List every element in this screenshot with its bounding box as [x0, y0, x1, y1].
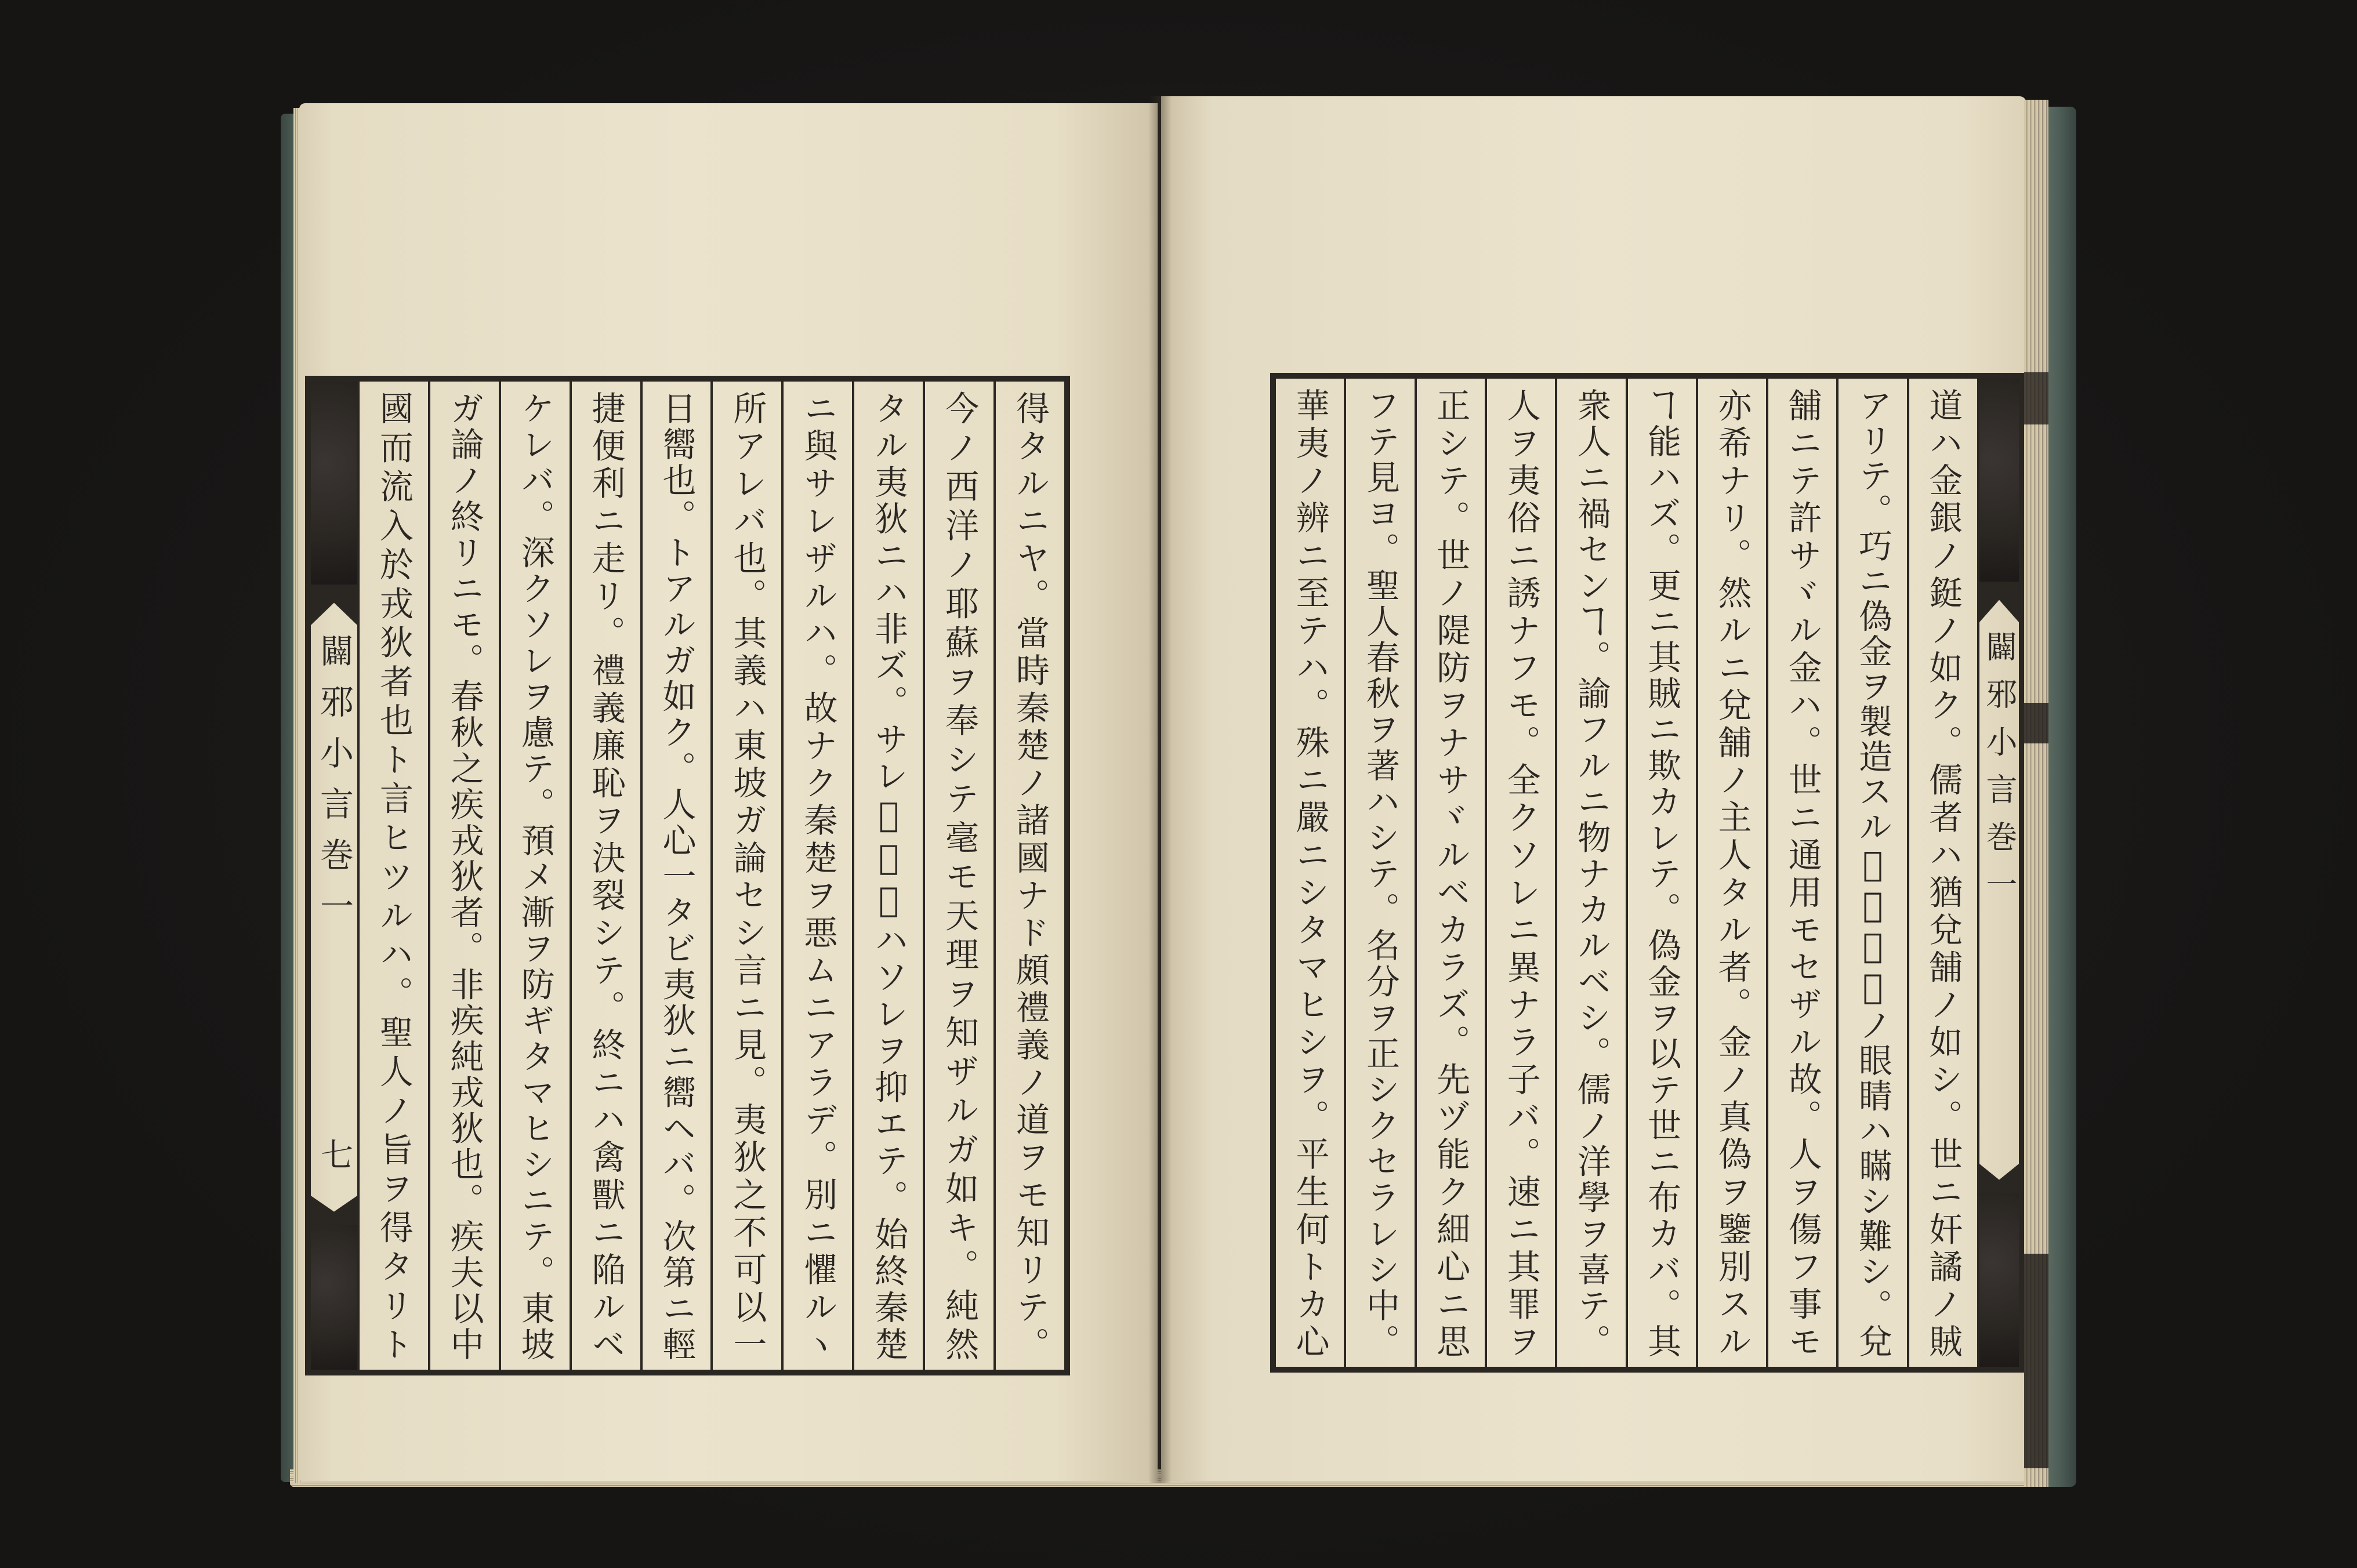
- left-page: [299, 103, 1158, 1481]
- hanshin-bottom-block: [1979, 1193, 2019, 1367]
- text-column: [640, 382, 711, 1370]
- text-column: [1907, 379, 1977, 1367]
- column-text: 今ノ西洋ノ耶蘇ヲ奉シテ毫モ天理ヲ知ザルガ如キ。純然: [940, 391, 980, 1360]
- text-column: [852, 382, 923, 1370]
- hanshin-top-block: [311, 382, 357, 585]
- page-stack-right-edge: [2024, 100, 2048, 1487]
- text-column: [1344, 379, 1414, 1367]
- text-column: [781, 382, 852, 1370]
- hanshin-bottom-block: [311, 1225, 357, 1370]
- column-text: ケレバ。深クソレヲ慮テ。預メ漸ヲ防ギタマヒシニテ。東坡: [515, 391, 555, 1360]
- text-column: [1626, 379, 1696, 1367]
- hanshin-top-block: [1979, 379, 2019, 582]
- text-column: [1836, 379, 1906, 1367]
- running-title: 闢邪小言巻一: [1981, 630, 2018, 916]
- running-title: 闢邪小言巻一: [314, 633, 354, 939]
- fishtail-ornament: [311, 1196, 357, 1225]
- text-column: [428, 382, 499, 1370]
- running-title-column: [311, 382, 357, 1370]
- fishtail-ornament: [311, 585, 357, 625]
- column-text: 華夷ノ辨ニ至テハ。殊ニ嚴ニシタマヒシヲ。平生何トカ心: [1290, 388, 1330, 1358]
- column-text: 衆人ニ禍センヿ。諭フルニ物ナカルベシ。儒ノ洋學ヲ喜テ。: [1571, 388, 1611, 1358]
- spine-gutter-shadow: [1148, 96, 1172, 1483]
- column-text: 亦希ナリ。然ルニ兌舗ノ主人タル者。金ノ真偽ヲ鑒別スル: [1712, 388, 1752, 1358]
- column-text: タル夷狄ニハ非ズ。サレ𪜈春秋ハソレヲ抑エテ。始終秦楚: [869, 391, 909, 1360]
- column-text: 捷便利ニ走リ。禮義廉恥ヲ決裂シテ。終ニハ禽獸ニ陥ルベ: [586, 391, 626, 1360]
- text-column: [1555, 379, 1625, 1367]
- text-column: [1485, 379, 1555, 1367]
- text-column: [1415, 379, 1485, 1367]
- text-column: [570, 382, 640, 1370]
- column-text: 正シテ。世ノ隄防ヲナサヾルベカラズ。先ヅ能ク細心ニ思: [1431, 388, 1471, 1358]
- column-text: 道ハ金銀ノ鋌ノ如ク。儒者ハ猶兌舗ノ如シ。世ニ奸譎ノ賊: [1923, 388, 1963, 1358]
- text-column: [710, 382, 781, 1370]
- page-number: 七: [315, 1138, 353, 1170]
- text-column: [923, 382, 993, 1370]
- fishtail-ornament: [1979, 1164, 2019, 1193]
- column-text: 日嚮也。トアルガ如ク。人心一タビ夷狄ニ嚮ヘバ。次第ニ輕: [657, 391, 697, 1360]
- text-column: [1276, 379, 1344, 1367]
- text-column: [993, 382, 1064, 1370]
- column-text: 國而流入於戎狄者也ト言ヒツルハ。聖人ノ旨ヲ得タリト: [374, 391, 414, 1360]
- column-text: 所アレバ也。其義ハ東坡ガ論セシ言ニ見。夷狄之不可以一: [727, 391, 767, 1360]
- column-text: 人ヲ夷俗ニ誘ナフモ。全クソレニ異ナラ子バ。速ニ其罪ヲ: [1501, 388, 1541, 1358]
- text-column: [1696, 379, 1766, 1367]
- text-column: [1766, 379, 1836, 1367]
- book-cover-edge-right: [2045, 107, 2076, 1487]
- text-column: [357, 382, 428, 1370]
- column-text: 得タルニヤ。當時秦楚ノ諸國ナド頗禮義ノ道ヲモ知リテ。: [1010, 391, 1050, 1360]
- fishtail-ornament: [1979, 582, 2019, 622]
- left-text-frame: [305, 376, 1070, 1375]
- column-text: ガ論ノ終リニモ。春秋之疾戎狄者。非疾純戎狄也。疾夫以中: [444, 391, 484, 1360]
- column-text: フテ見ヨ。聖人春秋ヲ著ハシテ。名分ヲ正シクセラレシ中。: [1360, 388, 1400, 1358]
- column-text: 舗ニテ許サヾル金ハ。世ニ通用モセザル故。人ヲ傷フ事モ: [1782, 388, 1822, 1358]
- column-text: ヿ能ハズ。更ニ其賊ニ欺カレテ。偽金ヲ以テ世ニ布カバ。其: [1642, 388, 1682, 1358]
- right-text-frame: [1270, 373, 2025, 1373]
- running-title-column: [1977, 379, 2019, 1367]
- right-page: [1161, 96, 2026, 1481]
- column-text: ニ與サレザルハ。故ナク秦楚ヲ悪ムニアラデ。別ニ懼ルヽ: [798, 391, 838, 1360]
- text-column: [499, 382, 570, 1370]
- column-text: アリテ。巧ニ偽金ヲ製造スル𪜈。兌舗ノ眼睛ハ瞞シ難シ。兌: [1853, 388, 1893, 1358]
